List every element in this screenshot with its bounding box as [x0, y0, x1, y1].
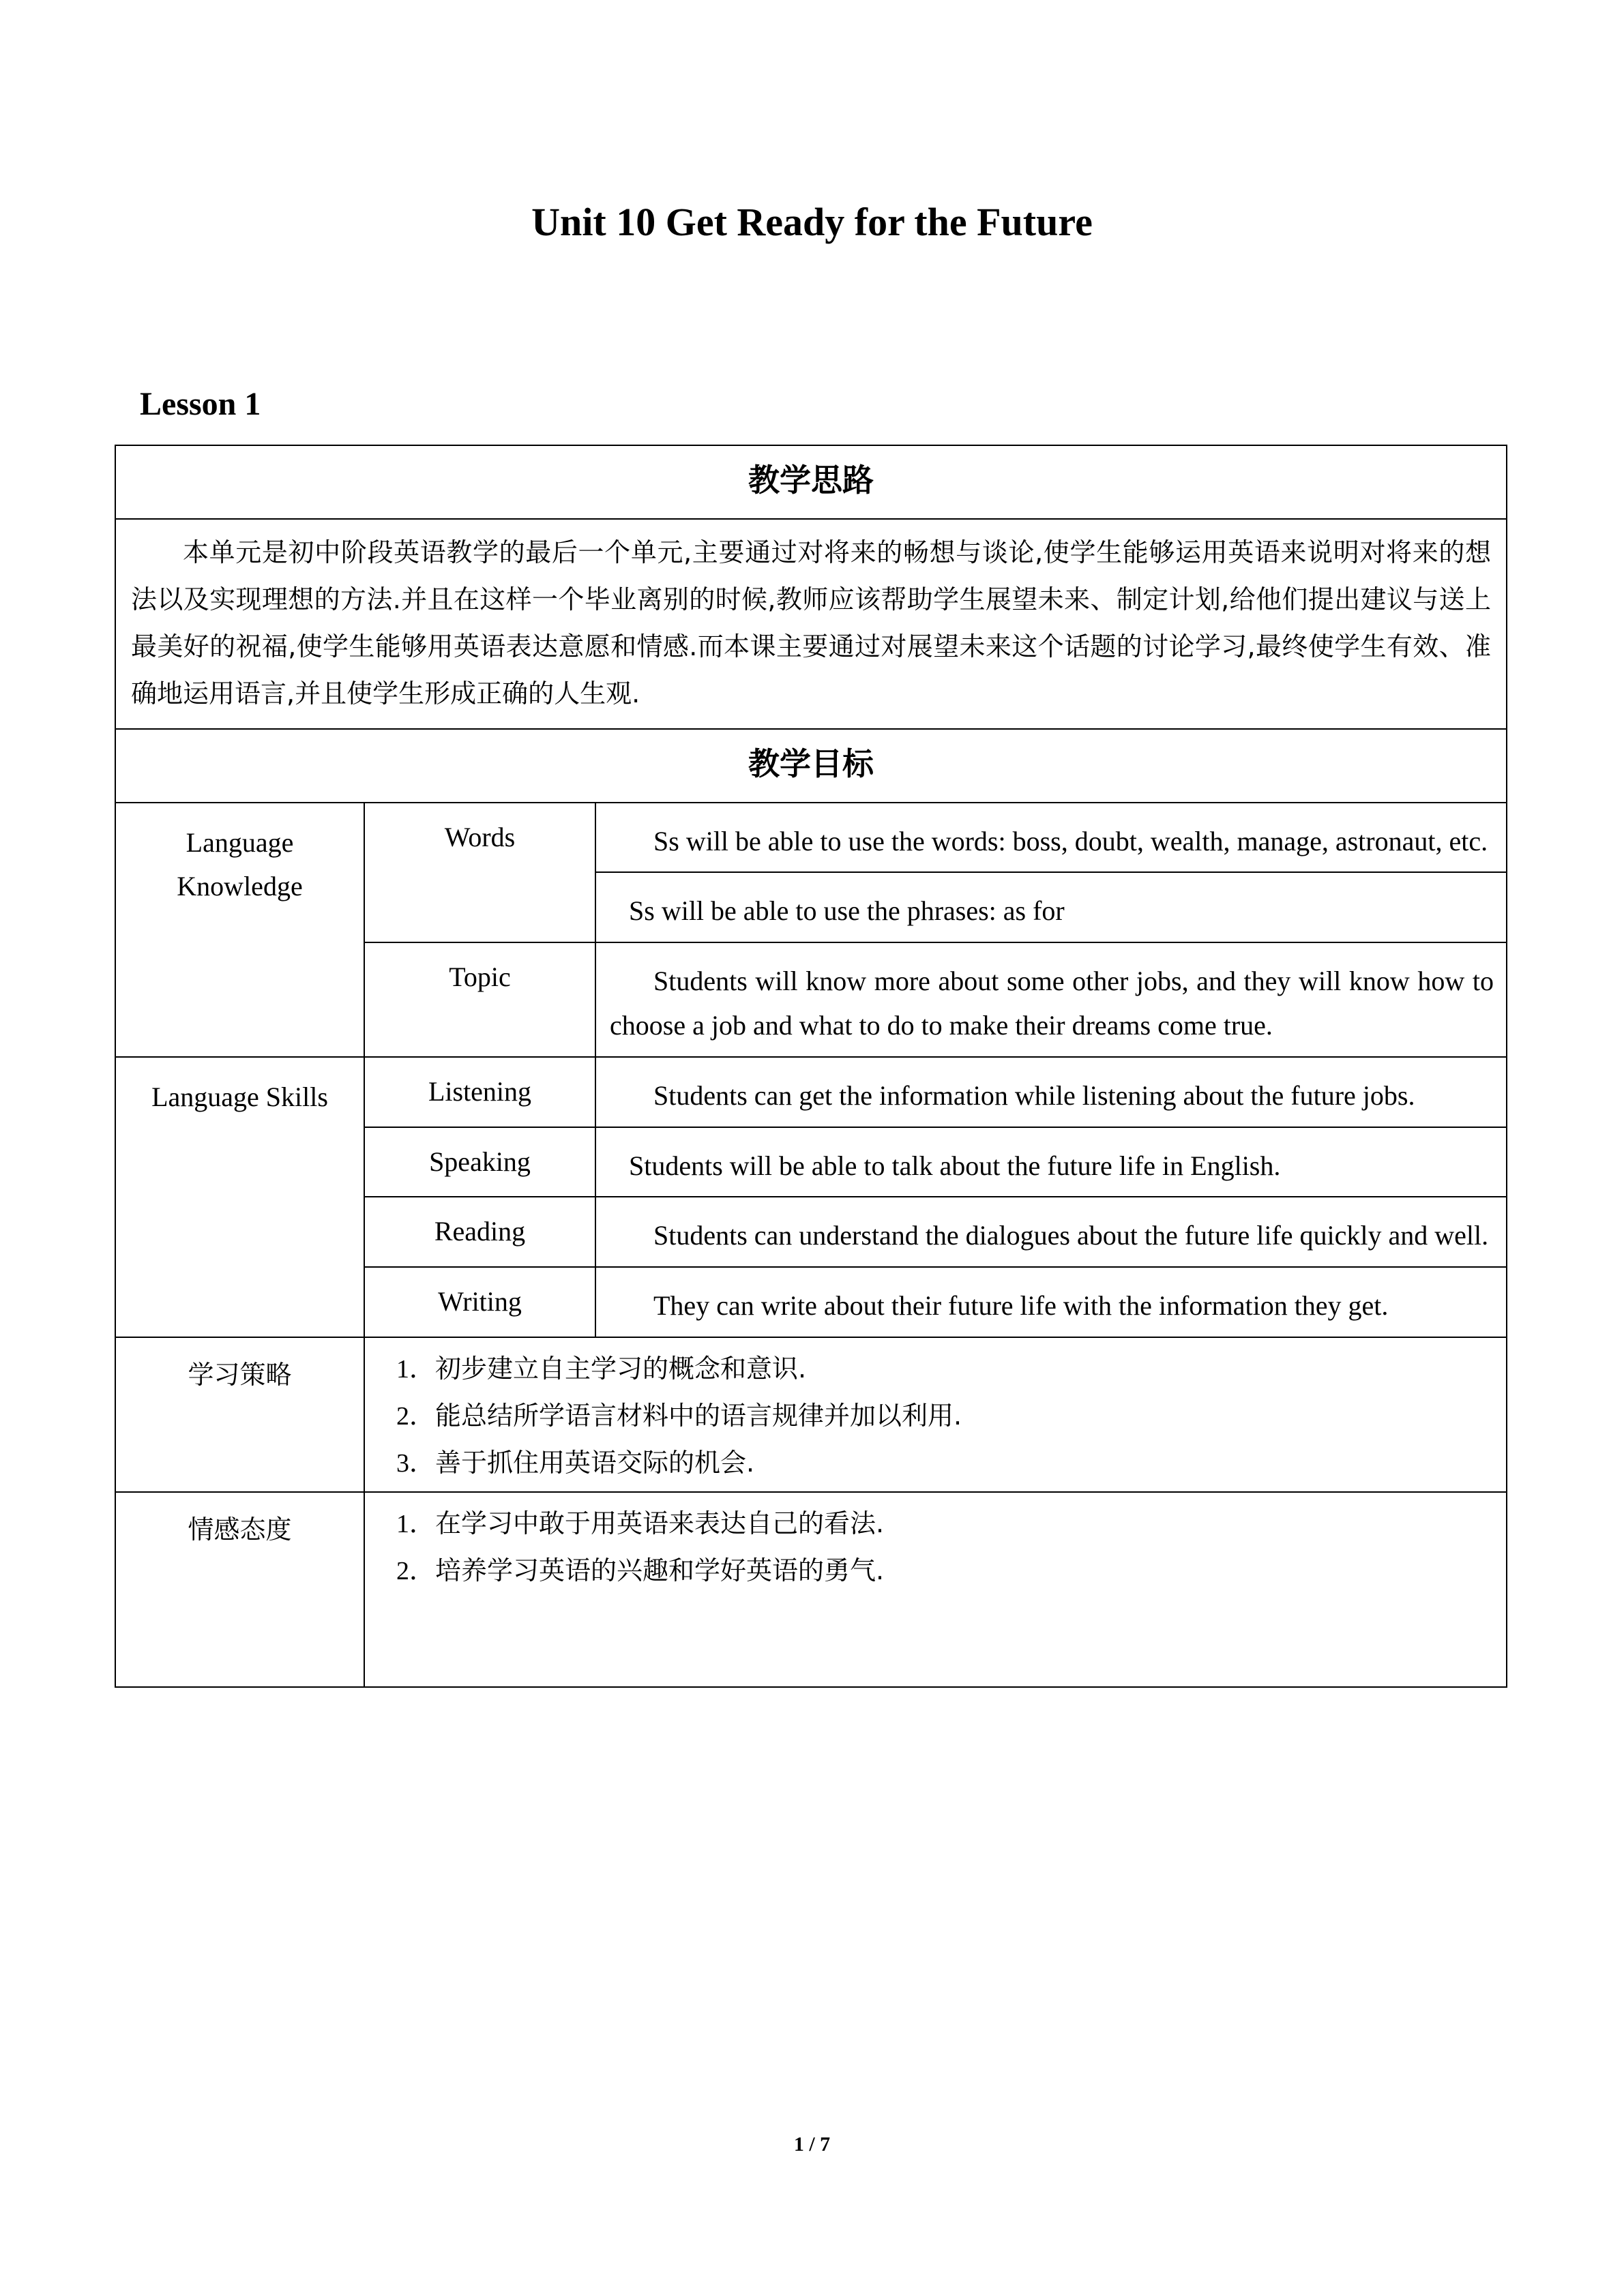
list-item-number: 3．: [396, 1449, 436, 1478]
sub-label-speaking: Speaking: [364, 1127, 595, 1197]
list-item: [396, 1356, 1494, 1382]
sub-label-words: Words: [364, 803, 595, 943]
list-item-number: 1．: [396, 1355, 436, 1384]
objective-speaking-text: Students will be able to talk about the future life in English.: [595, 1127, 1507, 1197]
table-row-learning-strategy: [115, 1337, 1507, 1492]
page-number-footer: 1 / 7: [793, 2133, 831, 2156]
list-item: [396, 1510, 1494, 1537]
table-row-teaching-idea-body: [115, 519, 1507, 730]
list-item: [396, 1403, 1494, 1429]
lesson-heading: Lesson 1: [140, 386, 261, 422]
list-item-label: 初步建立自主学习的概念和意识.: [435, 1354, 807, 1384]
table-row-teaching-idea-header: [115, 445, 1507, 519]
objective-words-text: Ss will be able to use the words: boss, doubt, wealth, manage, astronaut, etc.: [595, 803, 1507, 873]
objectives-header: 教学目标: [115, 729, 1507, 803]
list-item-number: 1．: [396, 1510, 436, 1538]
sub-label-topic: Topic: [364, 942, 595, 1057]
group-label-language-knowledge: Language Knowledge: [115, 803, 364, 1057]
table-row-emotional-attitude: [115, 1492, 1507, 1687]
list-item: [396, 1450, 1494, 1476]
objective-listening-text: Students can get the information while listening about the future jobs.: [595, 1057, 1507, 1127]
objective-phrases-text: Ss will be able to use the phrases: as for: [595, 872, 1507, 942]
list-item-number: 2．: [396, 1557, 436, 1585]
table-row-knowledge-words: [115, 803, 1507, 873]
group-label-learning-strategy: 学习策略: [115, 1337, 364, 1492]
table-row-objectives-header: [115, 729, 1507, 803]
list-item-label: 善于抓住用英语交际的机会.: [435, 1448, 755, 1478]
table-row-skills-listening: [115, 1057, 1507, 1127]
group-label-emotional-attitude: 情感态度: [115, 1492, 364, 1687]
page-title: Unit 10 Get Ready for the Future: [531, 200, 1093, 244]
teaching-idea-paragraph: 本单元是初中阶段英语教学的最后一个单元,主要通过对将来的畅想与谈论,使学生能够运用英语来说明对将来的想法以及实现理想的方法.并且在这样一个毕业离别的时候,教师应该帮助学生展望未来、制定计划,给他们提出建议与送上最美好的祝福,使学生能够用英语表达意愿和情感.而本课主要通过对展望未来这个话题的讨论学习,最终使学生有效、准确地运用语言,并且使学生形成正确的人生观.: [115, 519, 1507, 730]
sub-label-reading: Reading: [364, 1197, 595, 1267]
teaching-idea-header: 教学思路: [115, 445, 1507, 519]
lesson-plan-table: [115, 445, 1507, 1688]
objective-topic-text: Students will know more about some other jobs, and they will know how to choose a job and what to do to make their dreams come true.: [595, 942, 1507, 1057]
list-item-label: 在学习中敢于用英语来表达自己的看法.: [435, 1508, 885, 1538]
sub-label-writing: Writing: [364, 1267, 595, 1337]
objective-reading-text: Students can understand the dialogues about the future life quickly and well.: [595, 1197, 1507, 1267]
list-item-label: 培养学习英语的兴趣和学好英语的勇气.: [435, 1555, 885, 1585]
learning-strategy-list: [364, 1337, 1507, 1492]
objective-writing-text: They can write about their future life with the information they get.: [595, 1267, 1507, 1337]
sub-label-listening: Listening: [364, 1057, 595, 1127]
group-label-language-skills: Language Skills: [115, 1057, 364, 1337]
list-item-label: 能总结所学语言材料中的语言规律并加以利用.: [435, 1401, 962, 1431]
list-item-number: 2．: [396, 1402, 436, 1431]
emotional-attitude-list: [364, 1492, 1507, 1687]
list-item: [396, 1557, 1494, 1584]
